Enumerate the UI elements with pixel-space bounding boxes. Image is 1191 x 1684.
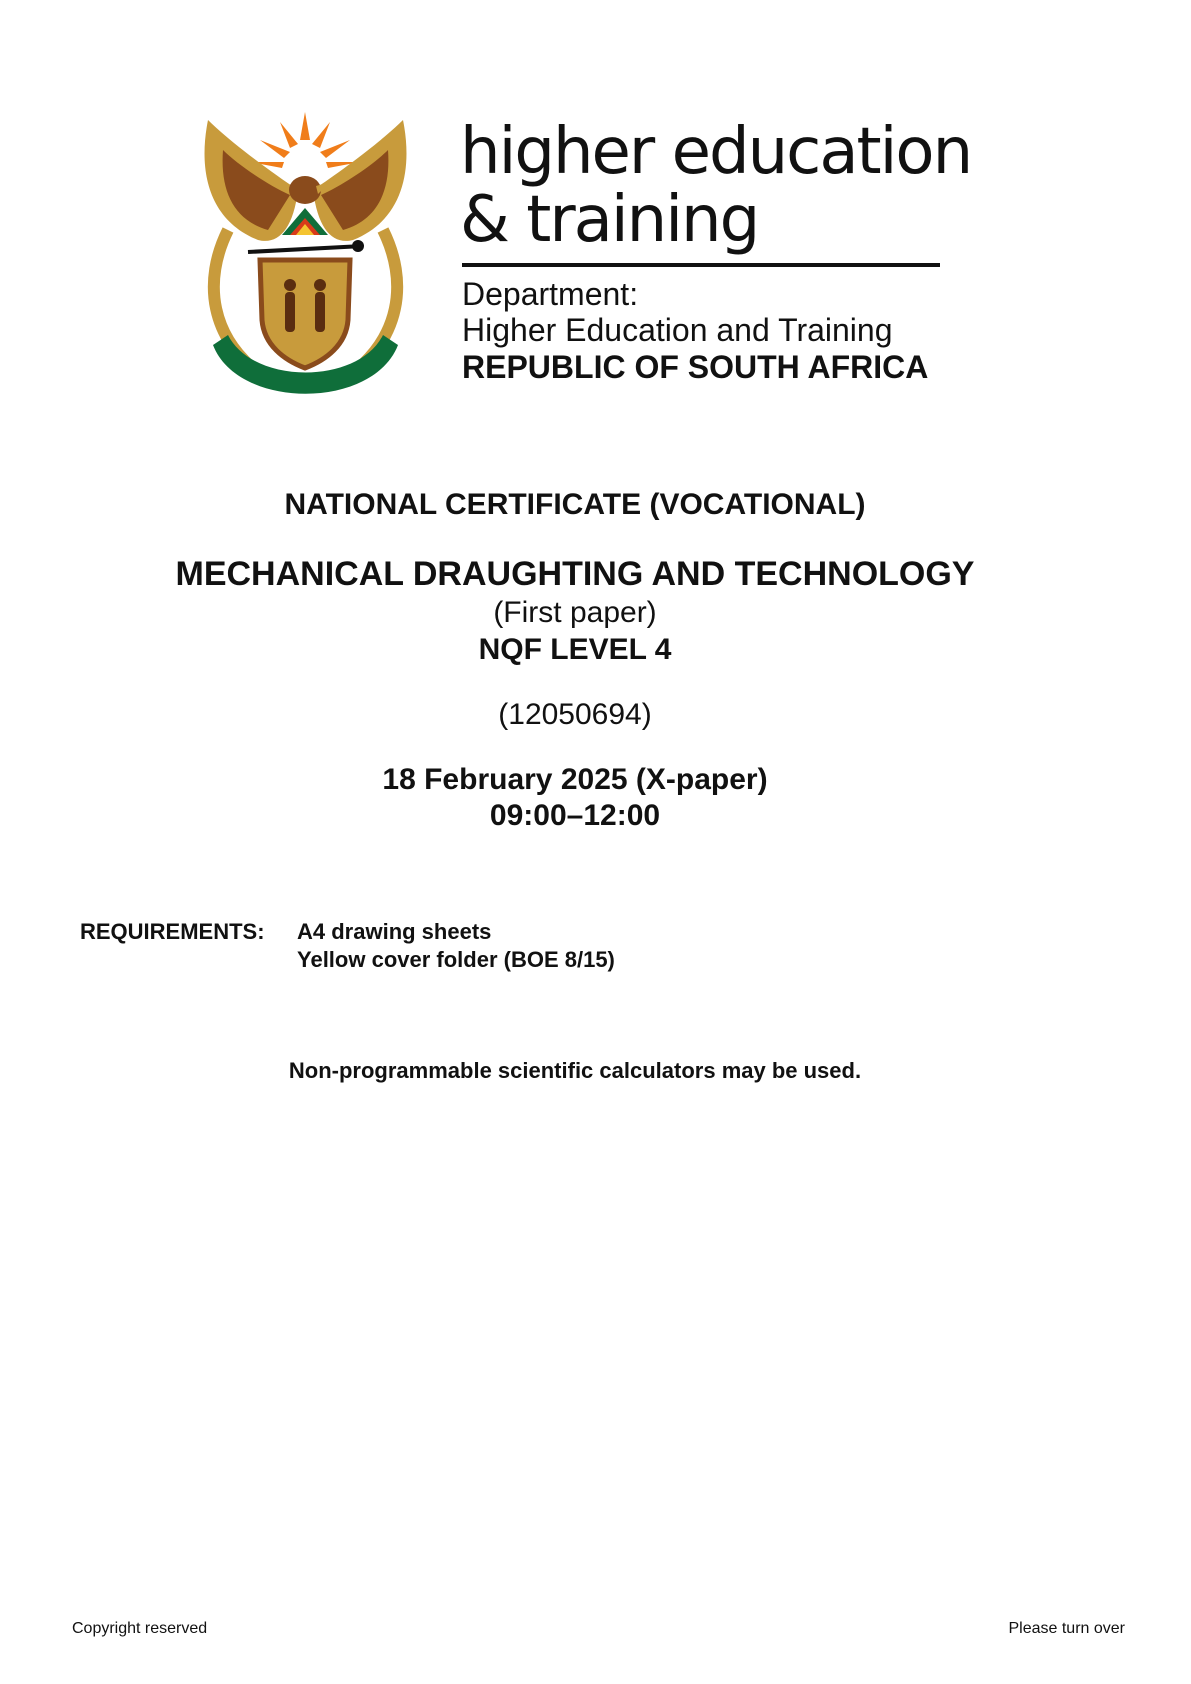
department-info <box>462 276 962 386</box>
footer-copyright: Copyright reserved <box>72 1620 208 1637</box>
department-label: Department: <box>462 276 639 312</box>
paper-number: (First paper) <box>493 596 657 629</box>
exam-time: 09:00–12:00 <box>489 799 661 832</box>
requirement-item: A4 drawing sheets <box>297 919 492 944</box>
footer-turn-over: Please turn over <box>1008 1620 1125 1637</box>
department-name: Higher Education and Training <box>462 312 893 348</box>
certificate-title: NATIONAL CERTIFICATE (VOCATIONAL) <box>284 488 866 521</box>
coat-of-arms-icon <box>198 110 413 400</box>
brand-line-1: higher education <box>460 115 972 189</box>
exam-date: 18 February 2025 (X-paper) <box>382 763 768 796</box>
subject-code: (12050694) <box>498 698 652 731</box>
brand-divider <box>462 263 940 267</box>
nqf-level: NQF LEVEL 4 <box>478 633 672 666</box>
coat-of-arms-logo <box>198 110 413 400</box>
requirements-list <box>297 918 615 974</box>
requirements-label: REQUIREMENTS: <box>80 919 265 944</box>
brand-line-2: & training <box>460 183 759 257</box>
calculator-note: Non-programmable scientific calculators may be used. <box>288 1058 862 1083</box>
subject-title: MECHANICAL DRAUGHTING AND TECHNOLOGY <box>175 555 975 593</box>
department-brand <box>460 115 972 257</box>
country-name: REPUBLIC OF SOUTH AFRICA <box>462 349 929 385</box>
requirement-item: Yellow cover folder (BOE 8/15) <box>297 947 615 972</box>
